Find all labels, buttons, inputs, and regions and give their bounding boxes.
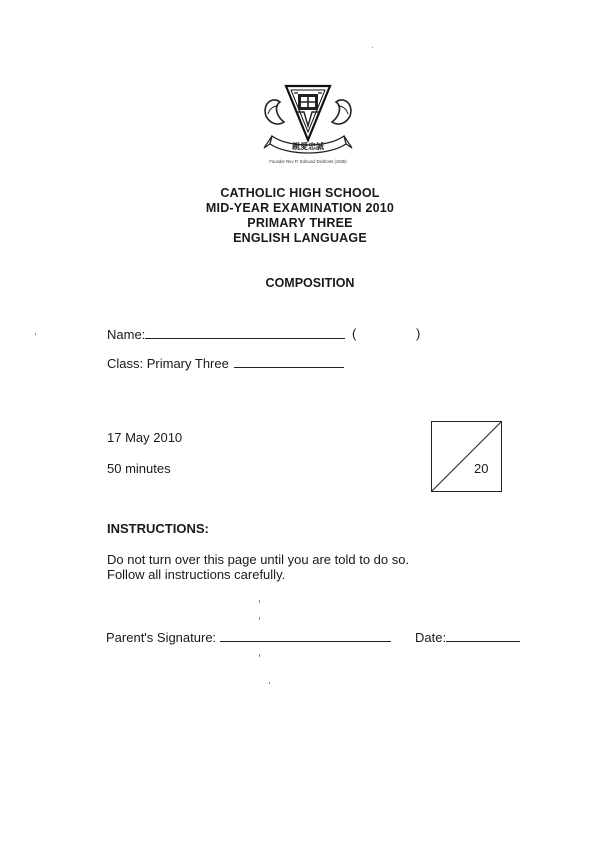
score-total: 20	[474, 461, 489, 476]
name-label: Name:	[107, 327, 146, 342]
signature-date-line[interactable]	[446, 629, 520, 642]
level-title: PRIMARY THREE	[247, 216, 353, 230]
index-close-paren: )	[416, 326, 421, 341]
instruction-line-1: Do not turn over this page until you are told to do so.	[107, 552, 410, 567]
school-name: CATHOLIC HIGH SCHOOL	[220, 186, 380, 200]
class-field-row	[107, 355, 344, 372]
signature-date-row	[415, 629, 520, 646]
scan-speck	[372, 47, 373, 48]
scan-speck	[259, 600, 260, 603]
exam-title: MID-YEAR EXAMINATION 2010	[205, 201, 395, 215]
instructions-body	[107, 552, 409, 582]
school-crest	[258, 82, 358, 168]
signature-date-label: Date:	[415, 630, 447, 645]
class-label: Class: Primary Three	[107, 356, 229, 371]
paper-title: COMPOSITION	[265, 276, 355, 290]
name-field-row	[107, 326, 345, 343]
exam-header	[0, 186, 600, 246]
crest-founder-caption: Founder Rev Fr Edmund Deshorts (1935)	[269, 159, 347, 164]
index-open-paren: (	[352, 326, 357, 341]
parent-signature-label: Parent's Signature:	[106, 630, 217, 645]
score-box-diagonal	[432, 422, 501, 491]
name-input-line[interactable]	[145, 326, 345, 339]
scan-speck	[269, 682, 270, 684]
exam-date: 17 May 2010	[107, 430, 183, 445]
subject-title: ENGLISH LANGUAGE	[233, 231, 367, 245]
scan-speck	[35, 333, 36, 335]
school-crest-emblem	[258, 82, 358, 168]
scan-speck	[259, 654, 260, 657]
score-box	[431, 421, 502, 492]
scan-speck	[259, 617, 260, 620]
parent-signature-line[interactable]	[220, 629, 391, 642]
crest-motto: 親愛忠誠	[292, 142, 324, 151]
class-input-line[interactable]	[234, 355, 344, 368]
instructions-heading: INSTRUCTIONS:	[107, 521, 209, 536]
instruction-line-2: Follow all instructions carefully.	[107, 567, 286, 582]
exam-duration: 50 minutes	[107, 461, 171, 476]
parent-signature-row	[106, 629, 391, 646]
